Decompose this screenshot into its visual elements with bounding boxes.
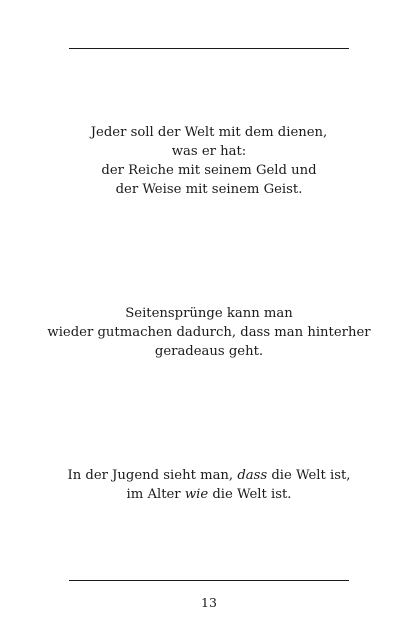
quote-line: Jeder soll der Welt mit dem dienen, (90, 125, 328, 140)
quote-line: wieder gutmachen dadurch, dass man hinterher (47, 325, 371, 340)
top-rule (69, 48, 349, 49)
quote-line: geradeaus geht. (154, 344, 264, 359)
quote-block (0, 304, 400, 361)
quote-emphasis: wie (184, 487, 209, 502)
quote-text: In der Jugend sieht man, (67, 468, 238, 483)
quote-line (0, 466, 400, 485)
quote-line: der Reiche mit seinem Geld und (101, 163, 317, 178)
quote-text: die Welt ist. (212, 487, 292, 502)
quote-line (0, 485, 400, 504)
quote-emphasis: dass (237, 468, 268, 483)
quote-line: der Weise mit seinem Geist. (115, 182, 303, 197)
bottom-rule (69, 580, 349, 581)
quote-block (0, 123, 400, 199)
quote-text: die Welt ist, (267, 468, 351, 483)
page-number: 13 (201, 595, 217, 610)
quote-line: was er hat: (171, 144, 247, 159)
quote-block (0, 466, 400, 504)
quote-text: im Alter (126, 487, 185, 502)
quote-line: Seitensprünge kann man (125, 306, 293, 321)
